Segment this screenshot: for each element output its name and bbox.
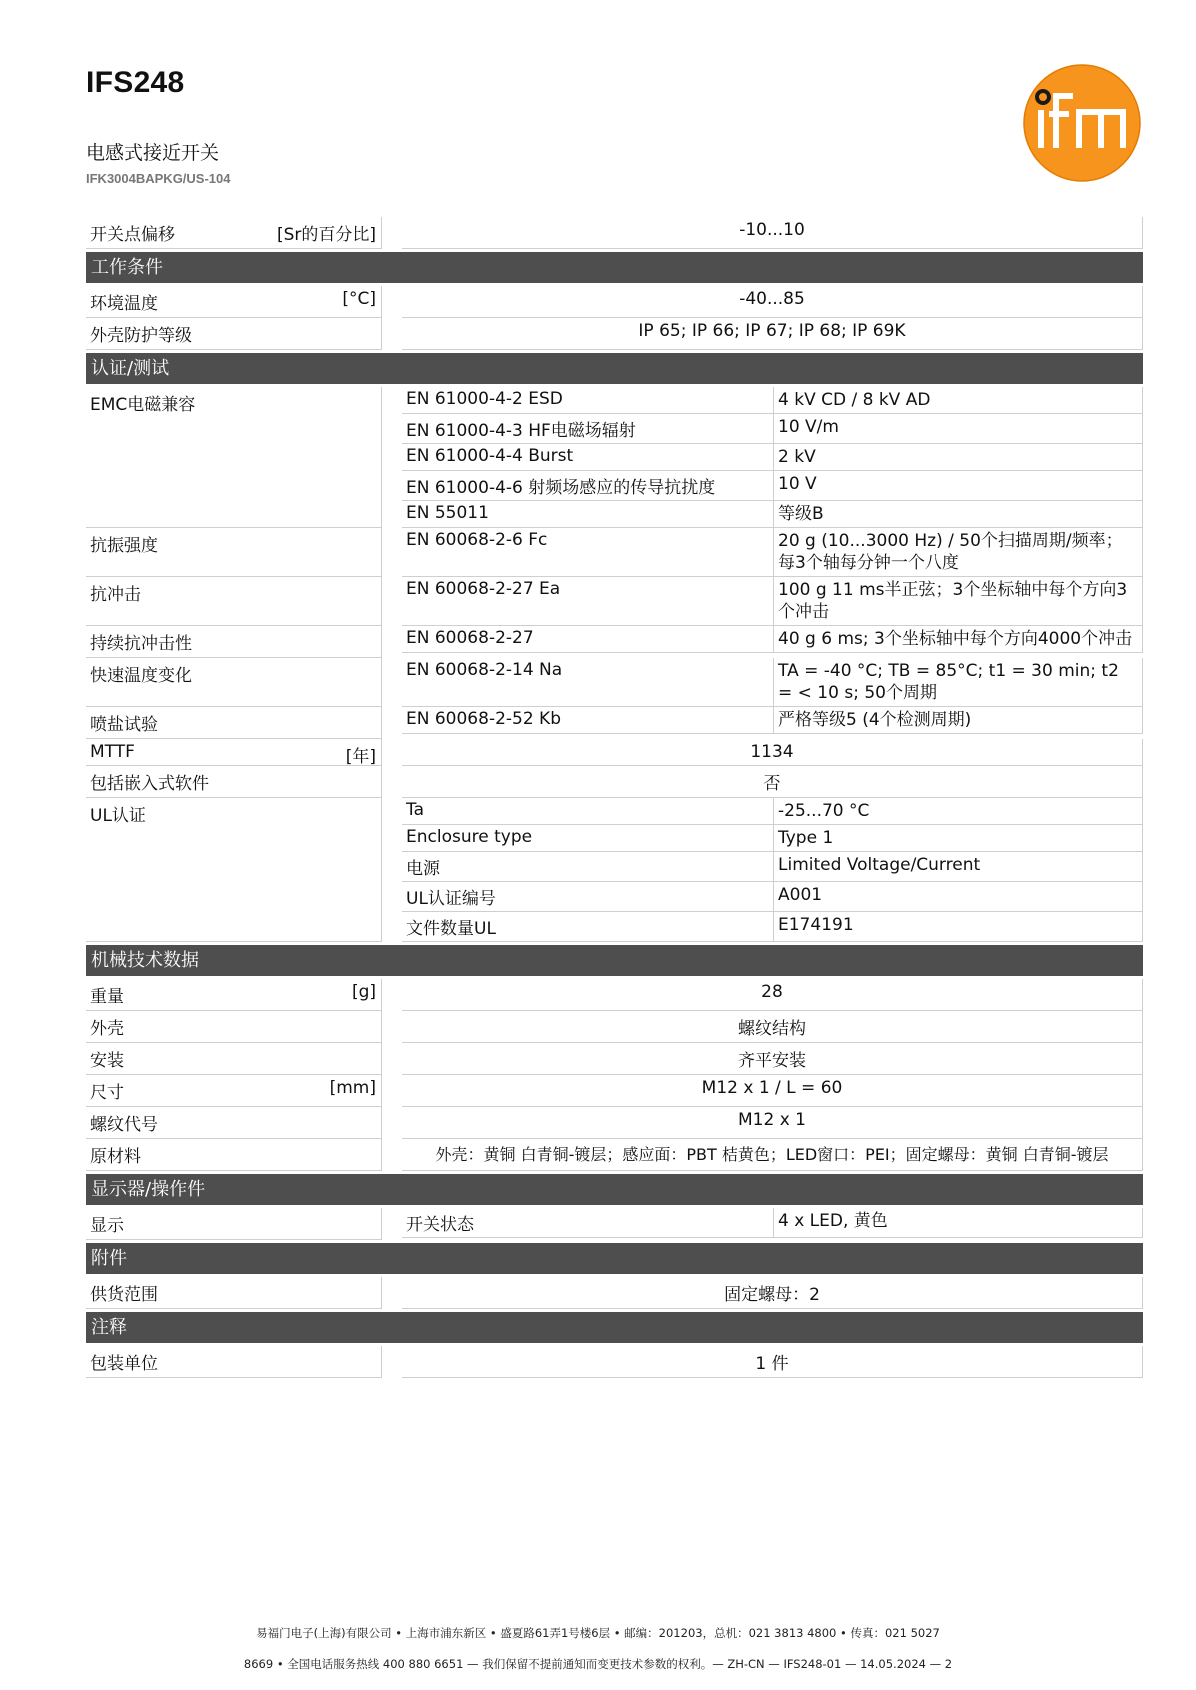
test: Ta (402, 798, 774, 825)
value: 10 V/m (774, 414, 1143, 444)
value: M12 x 1 (402, 1107, 1143, 1139)
test: EN 60068-2-14 Na (402, 658, 774, 707)
row-weight (86, 979, 1143, 1011)
label: 螺纹代号 (90, 1115, 158, 1135)
value: 等级B (774, 501, 1143, 528)
product-subtitle: 电感式接近开关 (86, 142, 220, 164)
row-vibration (86, 528, 1143, 577)
label: 抗振强度 (90, 536, 158, 556)
row-ul (86, 798, 1143, 942)
row-shock (86, 577, 1143, 626)
row-ambient-temp (86, 286, 1143, 318)
value: TA = -40 °C; TB = 85°C; t1 = 30 min; t2 = < 10 s; 50个周期 (774, 658, 1143, 707)
unit: [mm] (329, 1078, 376, 1098)
unit: [°C] (342, 289, 376, 309)
row-emc (86, 387, 1143, 528)
label: 原材料 (90, 1147, 141, 1167)
label: EMC电磁兼容 (90, 395, 196, 415)
section-approvals: 认证/测试 (86, 353, 1143, 384)
row-package (86, 1346, 1143, 1378)
value: 1134 (402, 739, 1143, 766)
test: EN 60068-2-27 (402, 626, 774, 653)
section-operating: 工作条件 (86, 252, 1143, 283)
row-temp-change (86, 658, 1143, 707)
label: 供货范围 (90, 1285, 158, 1305)
label: 显示 (90, 1216, 124, 1236)
label: UL认证 (90, 806, 146, 826)
value: 固定螺母：2 (402, 1277, 1143, 1309)
value: M12 x 1 / L = 60 (402, 1075, 1143, 1107)
value: 严格等级5 (4个检测周期) (774, 707, 1143, 734)
value: Type 1 (774, 825, 1143, 852)
product-title: IFS248 (86, 66, 185, 99)
value: -25...70 °C (774, 798, 1143, 825)
row-materials (86, 1139, 1143, 1171)
value: 2 kV (774, 444, 1143, 471)
test: EN 61000-4-3 HF电磁场辐射 (402, 414, 774, 444)
label: 包括嵌入式软件 (90, 774, 209, 794)
section-notes: 注释 (86, 1312, 1143, 1343)
label: 抗冲击 (90, 585, 141, 605)
value: 20 g (10...3000 Hz) / 50个扫描周期/频率；每3个轴每分钟一个八度 (774, 528, 1143, 577)
spec-table (86, 217, 1143, 1378)
test: EN 60068-2-27 Ea (402, 577, 774, 626)
test: 文件数量UL (402, 912, 774, 942)
label: MTTF (90, 742, 135, 762)
row-mounting (86, 1043, 1143, 1075)
label: 尺寸 (90, 1083, 124, 1103)
value: 螺纹结构 (402, 1011, 1143, 1043)
test: EN 60068-2-6 Fc (402, 528, 774, 577)
label: 包装单位 (90, 1354, 158, 1374)
label: 开关点偏移 (90, 225, 175, 245)
footer-line-1: 易福门电子(上海)有限公司 • 上海市浦东新区 • 盛夏路61弄1号楼6层 • 邮编：201203，总机：021 3813 4800 • 传真：021 5027 (256, 1626, 940, 1640)
value: -10...10 (402, 217, 1143, 249)
value: 1 件 (402, 1346, 1143, 1378)
test: 电源 (402, 852, 774, 882)
value: 4 x LED, 黄色 (774, 1208, 1143, 1238)
label: 外壳防护等级 (90, 326, 192, 346)
test: EN 55011 (402, 501, 774, 528)
article-number: IFK3004BAPKG/US-104 (86, 171, 231, 186)
test: 开关状态 (402, 1208, 774, 1238)
unit: [g] (351, 982, 376, 1002)
row-housing (86, 1011, 1143, 1043)
row-display (86, 1208, 1143, 1240)
label: 环境温度 (90, 294, 158, 314)
value: IP 65; IP 66; IP 67; IP 68; IP 69K (402, 318, 1143, 350)
value: 28 (402, 979, 1143, 1011)
value: 10 V (774, 471, 1143, 501)
value: 4 kV CD / 8 kV AD (774, 387, 1143, 414)
test: EN 60068-2-52 Kb (402, 707, 774, 734)
test: EN 61000-4-4 Burst (402, 444, 774, 471)
section-accessories: 附件 (86, 1243, 1143, 1274)
label: 安装 (90, 1051, 124, 1071)
value: 40 g 6 ms; 3个坐标轴中每个方向4000个冲击 (774, 626, 1143, 653)
value: -40...85 (402, 286, 1143, 318)
value: A001 (774, 882, 1143, 912)
row-scope (86, 1277, 1143, 1309)
row-mttf (86, 739, 1143, 766)
unit: [Sr的百分比] (276, 225, 376, 245)
row-thread (86, 1107, 1143, 1139)
row-cont-shock (86, 626, 1143, 658)
value: 外壳：黄铜 白青铜-镀层；感应面：PBT 桔黄色；LED窗口：PEI；固定螺母：黄铜 白青铜-镀层 (402, 1139, 1143, 1171)
label: 外壳 (90, 1019, 124, 1039)
test: EN 61000-4-6 射频场感应的传导抗扰度 (402, 471, 774, 501)
row-embedded-software (86, 766, 1143, 798)
value: E174191 (774, 912, 1143, 942)
row-salt-spray (86, 707, 1143, 739)
test: Enclosure type (402, 825, 774, 852)
value: 100 g 11 ms半正弦；3个坐标轴中每个方向3个冲击 (774, 577, 1143, 626)
section-display: 显示器/操作件 (86, 1174, 1143, 1205)
ifm-logo (1023, 64, 1141, 182)
value: 否 (402, 766, 1143, 798)
label: 重量 (90, 987, 124, 1007)
label: 持续抗冲击性 (90, 634, 192, 654)
footer-line-2: 8669 • 全国电话服务热线 400 880 6651 — 我们保留不提前通知而变更技术参数的权利。— ZH-CN — IFS248-01 — 14.05.2024 — 2 (243, 1657, 953, 1671)
value: 齐平安装 (402, 1043, 1143, 1075)
unit: [年] (345, 747, 376, 767)
row-dimensions (86, 1075, 1143, 1107)
label: 喷盐试验 (90, 715, 158, 735)
row-protection (86, 318, 1143, 350)
test: UL认证编号 (402, 882, 774, 912)
test: EN 61000-4-2 ESD (402, 387, 774, 414)
row-switch-offset (86, 217, 1143, 249)
section-mechanical: 机械技术数据 (86, 945, 1143, 976)
label: 快速温度变化 (90, 666, 192, 686)
value: Limited Voltage/Current (774, 852, 1143, 882)
